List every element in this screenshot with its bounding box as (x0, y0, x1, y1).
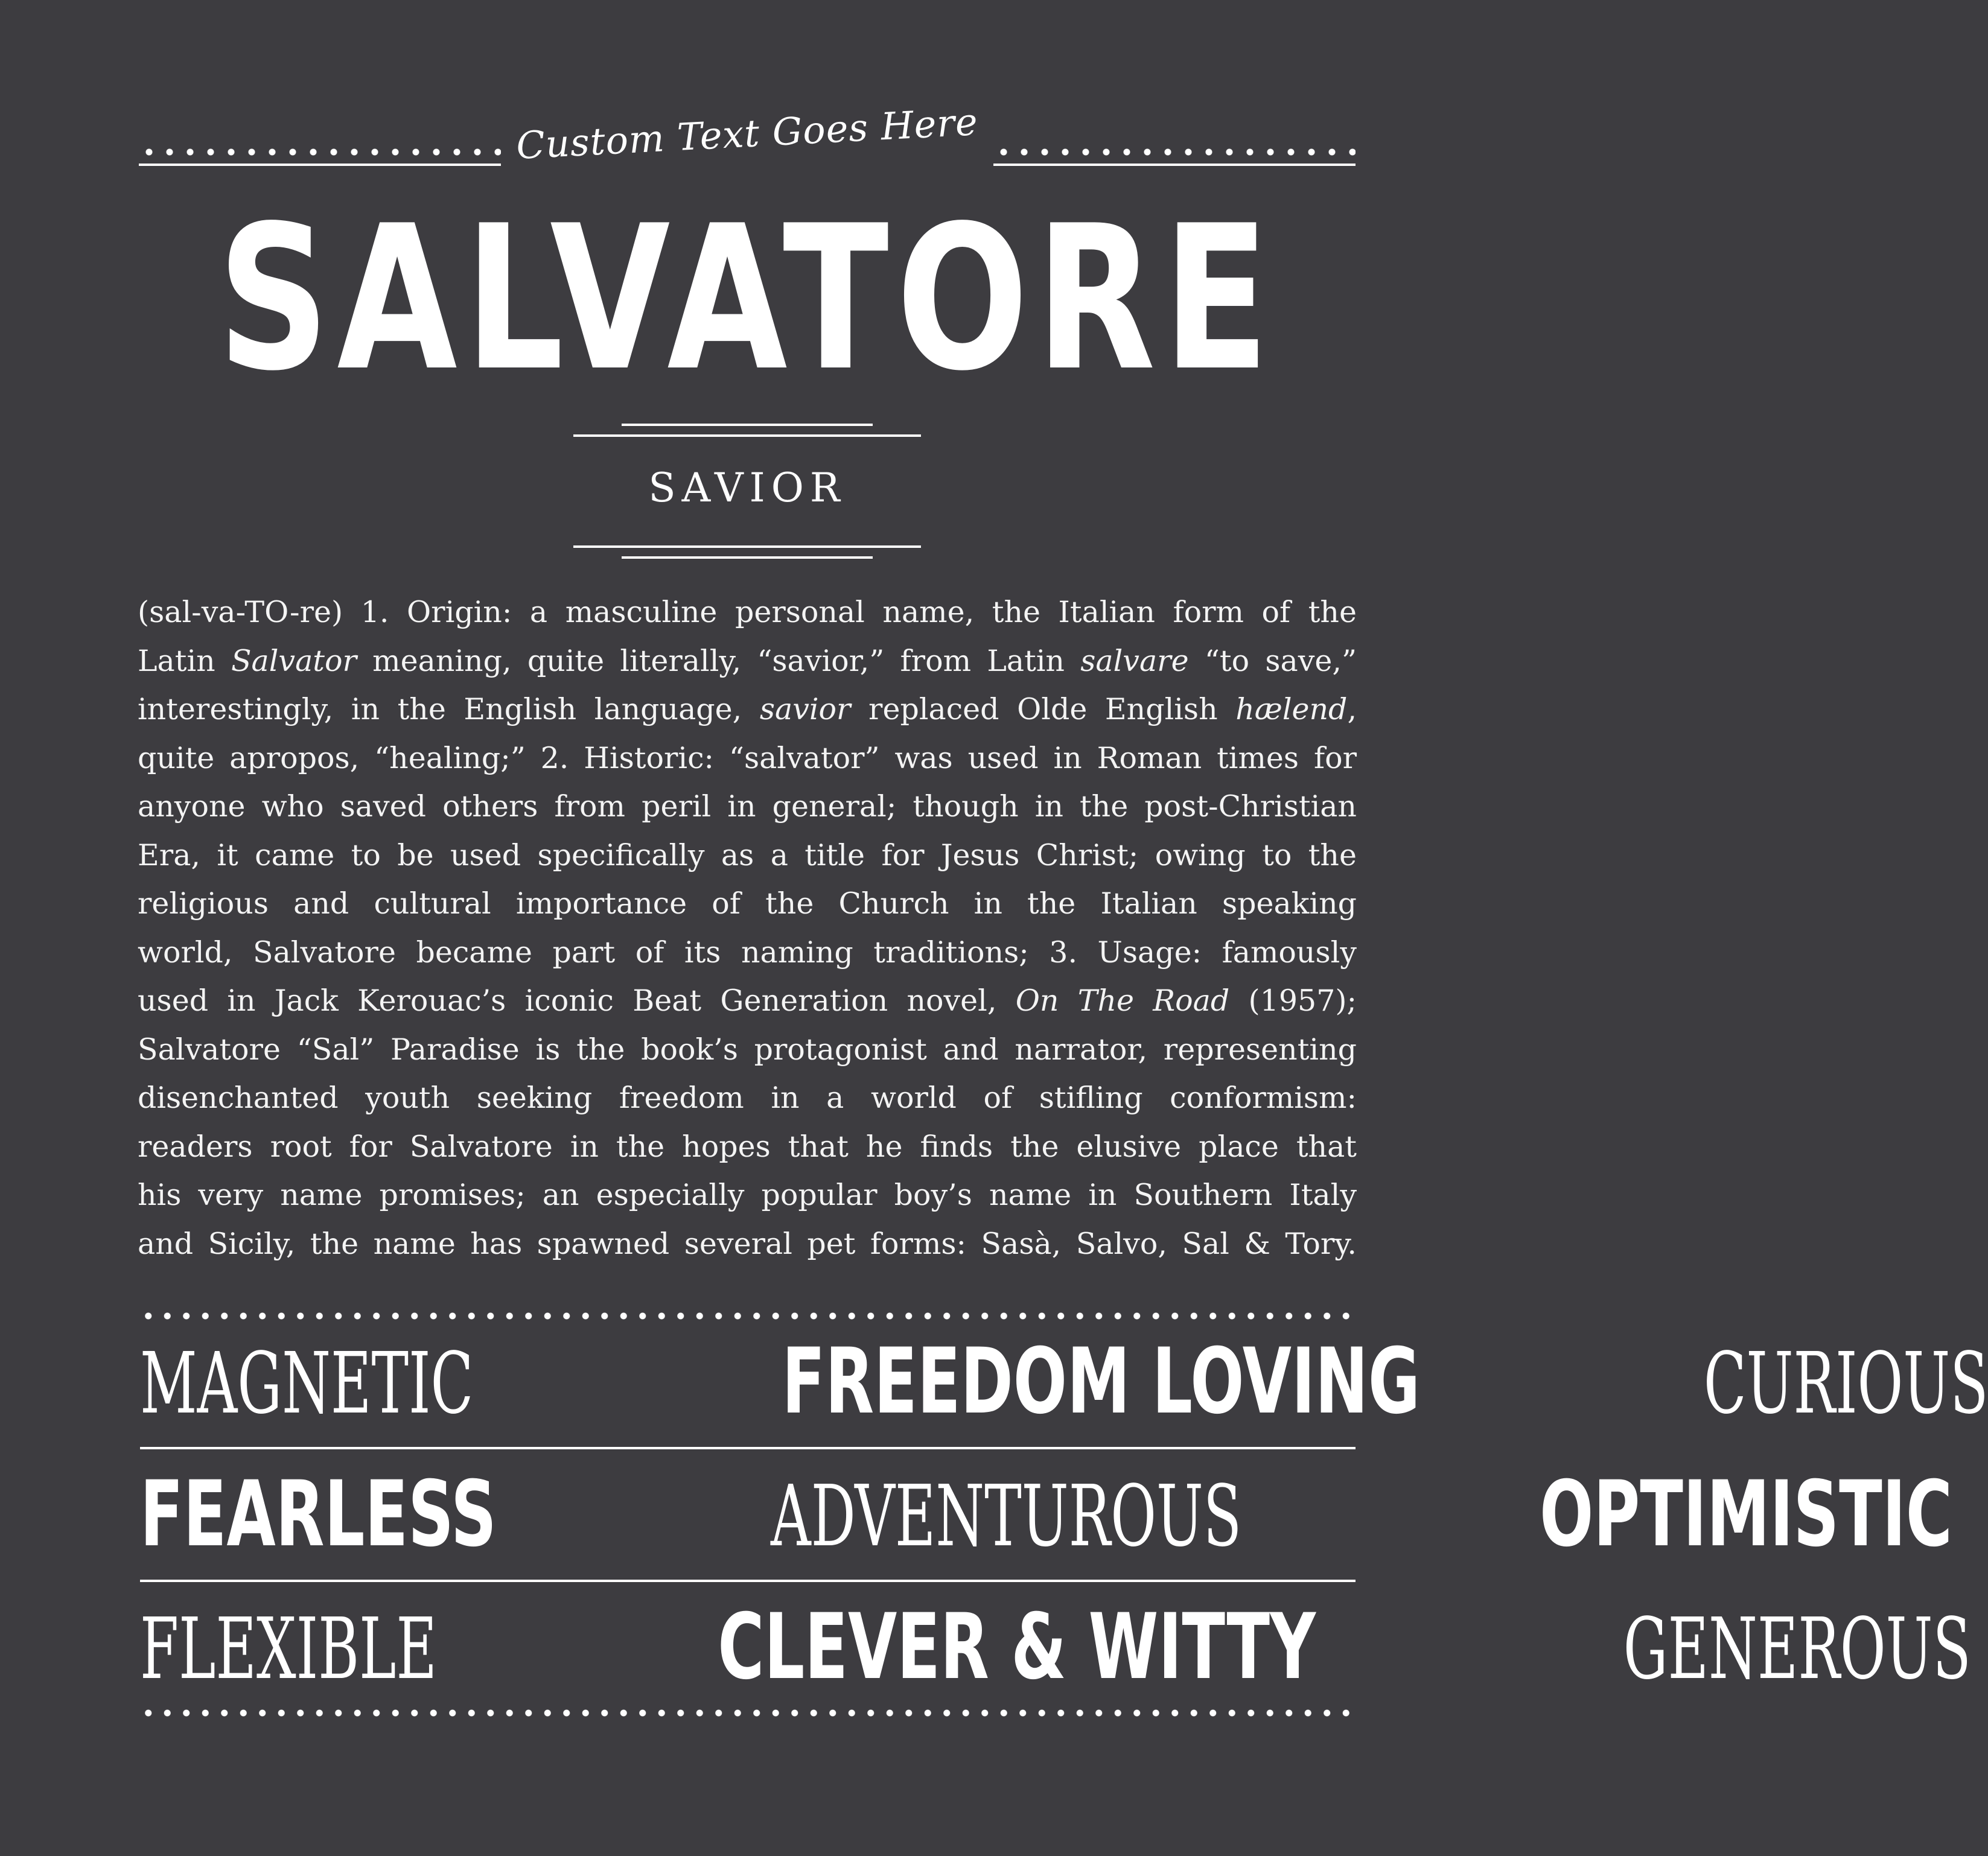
trait-word: GENEROUS (1623, 1600, 1971, 1699)
definition-line (138, 977, 1357, 1026)
definition-line (138, 588, 1357, 637)
definition-text: readers root for Salvatore in the hopes that he finds the elusive place that (138, 1129, 1357, 1164)
definition-text: (1957); (1229, 984, 1357, 1018)
definition-italic-text: savior (759, 692, 851, 726)
custom-text: Custom Text Goes Here (515, 100, 980, 168)
definition-line (138, 637, 1357, 686)
meaning-rule-top-short (622, 424, 873, 426)
definition-text: meaning, quite literally, “savior,” from Latin (356, 643, 1081, 678)
definition-text: disenchanted youth seeking freedom in a world of stifling conformism: (138, 1081, 1357, 1115)
meaning-rule-bottom-long (573, 545, 921, 548)
dotted-rule-left (139, 148, 501, 172)
rule-line (993, 164, 1356, 166)
trait-word: MAGNETIC (140, 1335, 474, 1433)
definition-line (138, 734, 1357, 783)
definition-text: and Sicily, the name has spawned several pet forms: Sasà, Salvo, Sal & Tory. (138, 1226, 1357, 1261)
definition-text: his very name promises; an especially popular boy’s name in Southern Italy (138, 1178, 1357, 1212)
dotted-divider-bottom (139, 1709, 1356, 1717)
definition-text: religious and cultural importance of the Church in the Italian speaking (138, 886, 1357, 921)
rule-line (139, 164, 501, 166)
dots (139, 148, 501, 156)
trait-word: CLEVER & WITTY (718, 1595, 1316, 1700)
definition-line (138, 1220, 1357, 1269)
definition-italic-text: Salvator (231, 643, 357, 678)
trait-word: FREEDOM LOVING (782, 1329, 1420, 1434)
definition-text: interestingly, in the English language, (138, 692, 760, 726)
trait-rule-2 (140, 1580, 1356, 1582)
definition-text: (sal-va-TO-re) 1. Origin: a masculine personal name, the Italian form of the (138, 595, 1357, 629)
definition-text: world, Salvatore became part of its naming traditions; 3. Usage: famously (138, 935, 1357, 970)
trait-row-1 (140, 1329, 1988, 1434)
trait-word: CURIOUS (1703, 1335, 1988, 1433)
definition-line (138, 929, 1357, 977)
custom-text-row (139, 100, 1356, 178)
meaning-text: SAVIOR (648, 465, 846, 511)
definition-line (138, 1123, 1357, 1172)
trait-rule-1 (140, 1447, 1356, 1449)
meaning-rule-top-long (573, 434, 921, 437)
definition-text: Era, it came to be used specifically as a title for Jesus Christ; owing to the (138, 837, 1357, 872)
definition-paragraph (138, 588, 1357, 1268)
meaning-rule-bottom-short (622, 556, 873, 559)
definition-text: “to save,” (1188, 643, 1357, 678)
definition-line (138, 783, 1357, 831)
trait-word: FLEXIBLE (140, 1600, 437, 1699)
meaning-block (573, 422, 921, 561)
definition-italic-text: salvare (1080, 643, 1189, 678)
dotted-rule-right (993, 148, 1356, 172)
definition-text: anyone who saved others from peril in general; though in the post-Christian (138, 789, 1357, 824)
definition-text: Latin (138, 643, 231, 678)
dots (993, 148, 1356, 156)
definition-italic-text: On The Road (1015, 984, 1230, 1018)
definition-text: used in Jack Kerouac’s iconic Beat Generation novel, (138, 984, 1016, 1018)
definition-line (138, 1026, 1357, 1075)
definition-text: , (1347, 692, 1357, 726)
trait-word: ADVENTUROUS (770, 1467, 1242, 1566)
definition-text: quite apropos, “healing;” 2. Historic: “salvator” was used in Roman times for (138, 740, 1357, 775)
dotted-divider-top (139, 1312, 1356, 1320)
trait-word: FEARLESS (140, 1462, 497, 1567)
trait-row-2 (140, 1462, 1952, 1567)
definition-italic-text: hælend (1235, 692, 1348, 726)
trait-row-3 (140, 1595, 1971, 1700)
trait-word: OPTIMISTIC (1540, 1462, 1952, 1567)
definition-line (138, 1171, 1357, 1220)
definition-line (138, 880, 1357, 929)
definition-line (138, 685, 1357, 734)
definition-line (138, 831, 1357, 880)
definition-text: replaced Olde English (850, 692, 1236, 726)
definition-text: Salvatore “Sal” Paradise is the book’s protagonist and narrator, representing (138, 1032, 1357, 1067)
name-title: SALVATORE (217, 183, 1277, 415)
definition-line (138, 1074, 1357, 1123)
